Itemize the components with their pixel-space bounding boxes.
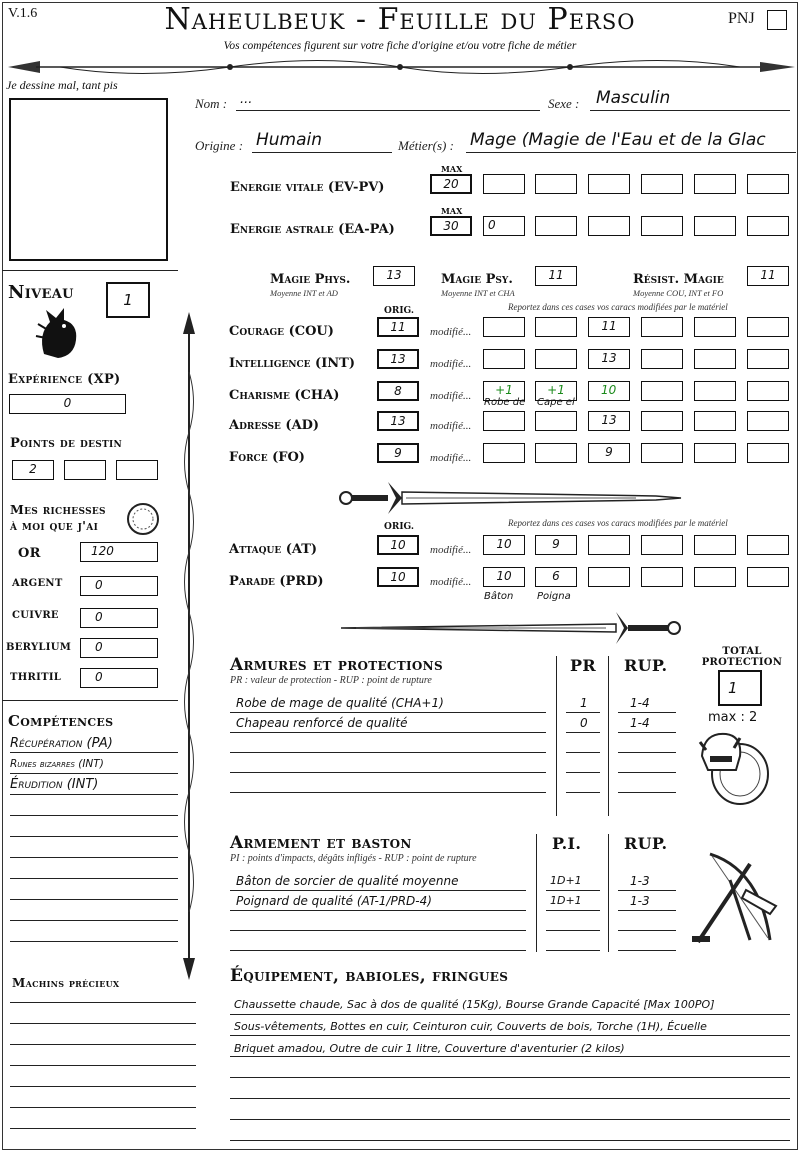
ad-mod-6[interactable]: [747, 411, 789, 431]
competence-line[interactable]: [10, 794, 178, 795]
competence-line[interactable]: [10, 920, 178, 921]
competence-line[interactable]: [10, 857, 178, 858]
cha-final-value: 10: [601, 383, 617, 397]
armure-pr-line[interactable]: [566, 712, 600, 713]
cou-orig-box[interactable]: [377, 317, 419, 337]
prd-mod-5[interactable]: [694, 567, 736, 587]
coin-icon: [126, 502, 160, 536]
equipement-line[interactable]: [230, 1098, 790, 1099]
sheet-subtitle: Vos compétences figurent sur votre fiche d'origine et/ou votre fiche de métier: [223, 40, 577, 52]
ea-box-3[interactable]: [588, 216, 630, 236]
at-mod-5[interactable]: [694, 535, 736, 555]
total-protection-box[interactable]: [718, 670, 762, 706]
niveau-label: Niveau: [8, 282, 74, 303]
stats-orig-label: ORIG.: [384, 306, 415, 316]
at-mod-2[interactable]: [535, 535, 577, 555]
armures-title: Armures et protections: [230, 655, 443, 675]
cha-modif-label: modifié...: [430, 390, 472, 402]
prd-modif-label: modifié...: [430, 576, 472, 588]
sword-icon: [336, 478, 686, 518]
resist-magie-box[interactable]: [747, 266, 789, 286]
fo-orig-box[interactable]: [377, 443, 419, 463]
competence-line[interactable]: [10, 773, 178, 774]
combat-orig-label: ORIG.: [384, 522, 415, 532]
nom-value[interactable]: ...: [240, 92, 253, 107]
ea-current-value: 0: [488, 218, 496, 232]
armure-item-2-pr[interactable]: 0: [580, 716, 588, 730]
destin-value: 2: [29, 462, 37, 476]
fo-orig-value: 9: [394, 446, 402, 460]
sexe-label: Sexe :: [548, 96, 580, 111]
prd-mod-2-value: 6: [552, 569, 560, 583]
arme-pi-line[interactable]: [546, 950, 600, 951]
competences-label: Compétences: [8, 712, 114, 730]
ea-label: Energie astrale (EA-PA): [230, 222, 395, 237]
left-divider: [2, 270, 178, 271]
ad-label: Adresse (AD): [229, 418, 320, 433]
max-protection-label: max : 2: [708, 710, 758, 725]
ad-mod-5[interactable]: [694, 411, 736, 431]
armure-name-line[interactable]: [230, 732, 546, 733]
machins-line[interactable]: [10, 1065, 196, 1066]
armure-rup-line[interactable]: [618, 732, 676, 733]
prd-label: Parade (PRD): [229, 574, 324, 589]
equipement-line-2[interactable]: Sous-vêtements, Bottes en cuir, Ceinturon cuir, Couverts de bois, Torche (1H), Écuelle: [234, 1020, 707, 1033]
int-mod-3[interactable]: [588, 349, 630, 369]
armure-item-2-name[interactable]: Chapeau renforcé de qualité: [236, 716, 408, 730]
fo-mod-6[interactable]: [747, 443, 789, 463]
ea-box-1[interactable]: [483, 216, 525, 236]
cou-mod-1[interactable]: [483, 317, 525, 337]
equipement-line[interactable]: [230, 1119, 790, 1120]
armures-note: PR : valeur de protection - RUP : point de rupture: [230, 675, 432, 686]
sheet-title: Naheulbeuk - Feuille du Perso: [164, 2, 636, 37]
int-final-value: 13: [601, 351, 617, 365]
cuivre-value: 0: [95, 610, 103, 624]
cha-mod-4[interactable]: [641, 381, 683, 401]
metier-label: Métier(s) :: [398, 138, 454, 153]
machins-line[interactable]: [10, 1044, 196, 1045]
fo-mod-1[interactable]: [483, 443, 525, 463]
ea-box-4[interactable]: [641, 216, 683, 236]
cha-orig-box[interactable]: [377, 381, 419, 401]
arme-rup-line[interactable]: [618, 930, 676, 931]
armure-name-line[interactable]: [230, 792, 546, 793]
ad-mod-3[interactable]: [588, 411, 630, 431]
equipement-title: Équipement, babioles, fringues: [230, 966, 509, 986]
niveau-value: 1: [123, 291, 133, 309]
nom-label: Nom :: [195, 96, 228, 111]
ev-max-label: MAX: [441, 164, 463, 174]
or-label: OR: [18, 546, 41, 561]
armure-item-1-name[interactable]: Robe de mage de qualité (CHA+1): [236, 696, 444, 710]
berylium-label: BERYLIUM: [6, 642, 72, 653]
competence-line[interactable]: [10, 878, 178, 879]
armures-sep-2: [608, 656, 609, 816]
resist-magie-note: Moyenne COU, INT et FO: [633, 288, 724, 298]
equipement-line[interactable]: [230, 1035, 790, 1036]
arme-item-1-pi[interactable]: 1D+1: [550, 874, 582, 887]
ea-max-label: MAX: [441, 206, 463, 216]
cou-label: Courage (COU): [229, 324, 334, 339]
combat-report-note: Reportez dans ces cases vos caracs modifiées par le matériel: [508, 518, 728, 528]
armure-pr-line[interactable]: [566, 772, 600, 773]
at-orig-box[interactable]: [377, 535, 419, 555]
version-label: V.1.6: [8, 6, 38, 21]
ad-mod-1[interactable]: [483, 411, 525, 431]
fo-mod-4[interactable]: [641, 443, 683, 463]
prd-mod-4[interactable]: [641, 567, 683, 587]
fo-final-value: 9: [605, 445, 613, 459]
cou-final-value: 11: [601, 319, 617, 333]
int-mod-2[interactable]: [535, 349, 577, 369]
magie-psy-value: 11: [548, 268, 564, 282]
ev-box-5[interactable]: [694, 174, 736, 194]
int-mod-1[interactable]: [483, 349, 525, 369]
richesses-label-2: à moi que j'ai: [10, 518, 99, 533]
ad-orig-value: 13: [390, 414, 406, 428]
helmet-shield-icon: [696, 726, 776, 810]
thritil-label: THRITIL: [10, 672, 62, 683]
banner-spear-icon: [0, 54, 800, 80]
machins-line[interactable]: [10, 1086, 196, 1087]
armure-name-line[interactable]: [230, 712, 546, 713]
destin-box-2[interactable]: [64, 460, 106, 480]
armure-rup-line[interactable]: [618, 752, 676, 753]
cha-mod-1-value: +1: [495, 383, 513, 397]
competence-line[interactable]: [10, 899, 178, 900]
cha-mod-6[interactable]: [747, 381, 789, 401]
spear-icon: [176, 312, 202, 980]
prd-mod-1-value: 10: [496, 569, 512, 583]
armement-title: Armement et baston: [230, 833, 412, 853]
prd-mod-3[interactable]: [588, 567, 630, 587]
arme-item-1-rup[interactable]: 1-3: [630, 874, 650, 888]
arme-name-line[interactable]: [230, 930, 526, 931]
ea-box-2[interactable]: [535, 216, 577, 236]
at-mod-3[interactable]: [588, 535, 630, 555]
armures-col-pr: PR: [570, 656, 596, 675]
origine-label: Origine :: [195, 138, 244, 153]
arme-pi-line[interactable]: [546, 930, 600, 931]
sword-2-icon: [336, 608, 686, 648]
armure-item-1-rup[interactable]: 1-4: [630, 696, 650, 710]
magie-phys-box[interactable]: [373, 266, 415, 286]
resist-magie-value: 11: [760, 268, 776, 282]
destin-box-1[interactable]: [12, 460, 54, 480]
berylium-value: 0: [95, 640, 103, 654]
argent-value: 0: [95, 578, 103, 592]
ev-box-1[interactable]: [483, 174, 525, 194]
armement-note: PI : points d'impacts, dégâts infligés - RUP : point de rupture: [230, 853, 477, 864]
metier-line: [466, 152, 796, 153]
prd-mod-2[interactable]: [535, 567, 577, 587]
cou-mod-3[interactable]: [588, 317, 630, 337]
fo-mod-3[interactable]: [588, 443, 630, 463]
cha-note-2: Cape el: [537, 397, 575, 408]
cha-label: Charisme (CHA): [229, 388, 340, 403]
arme-rup-line[interactable]: [618, 950, 676, 951]
at-mod-2-value: 9: [552, 537, 560, 551]
ea-box-6[interactable]: [747, 216, 789, 236]
cou-mod-5[interactable]: [694, 317, 736, 337]
arme-item-2-name[interactable]: Poignard de qualité (AT-1/PRD-4): [236, 894, 432, 908]
int-orig-value: 13: [390, 352, 406, 366]
ev-box-6[interactable]: [747, 174, 789, 194]
equipement-line-1[interactable]: Chaussette chaude, Sac à dos de qualité (15Kg), Bourse Grande Capacité [Max 100PO]: [234, 998, 715, 1011]
prd-orig-value: 10: [390, 570, 406, 584]
arme-name-line[interactable]: [230, 890, 526, 891]
destin-label: Points de destin: [10, 436, 123, 451]
armures-sep-1: [556, 656, 557, 816]
armure-rup-line[interactable]: [618, 792, 676, 793]
ev-max-box[interactable]: [430, 174, 472, 194]
or-value: 120: [91, 544, 114, 558]
cou-orig-value: 11: [390, 320, 406, 334]
at-mod-4[interactable]: [641, 535, 683, 555]
armure-name-line[interactable]: [230, 752, 546, 753]
at-orig-value: 10: [390, 538, 406, 552]
machins-line[interactable]: [10, 1128, 196, 1129]
int-label: Intelligence (INT): [229, 356, 355, 371]
magie-psy-label: Magie Psy.: [441, 272, 513, 287]
machins-line[interactable]: [10, 1002, 196, 1003]
xp-value: 0: [63, 396, 72, 410]
arme-pi-line[interactable]: [546, 890, 600, 891]
resist-magie-label: Résist. Magie: [633, 272, 724, 287]
fo-label: Force (FO): [229, 450, 305, 465]
armures-col-rup: RUP.: [624, 656, 668, 675]
portrait-caption: Je dessine mal, tant pis: [6, 78, 118, 92]
equipement-line-3[interactable]: Briquet amadou, Outre de cuir 1 litre, Couverture d'aventurier (2 kilos): [234, 1042, 625, 1055]
cou-modif-label: modifié...: [430, 326, 472, 338]
pnj-checkbox[interactable]: [767, 10, 787, 30]
int-mod-4[interactable]: [641, 349, 683, 369]
nom-line: [236, 110, 540, 111]
berylium-box[interactable]: [80, 638, 158, 658]
machins-line[interactable]: [10, 1107, 196, 1108]
armement-col-rup: RUP.: [624, 834, 668, 853]
ev-box-4[interactable]: [641, 174, 683, 194]
dragon-icon: [34, 304, 84, 362]
armement-sep-1: [536, 834, 537, 952]
armure-item-1-pr[interactable]: 1: [580, 696, 588, 710]
cuivre-label: CUIVRE: [12, 610, 59, 621]
magie-psy-note: Moyenne INT et CHA: [441, 288, 515, 298]
cha-mod-3[interactable]: [588, 381, 630, 401]
total-protection-label-1: TOTAL: [722, 646, 762, 657]
ad-modif-label: modifié...: [430, 420, 472, 432]
arme-pi-line[interactable]: [546, 910, 600, 911]
cou-mod-2[interactable]: [535, 317, 577, 337]
equipement-line[interactable]: [230, 1056, 790, 1057]
ea-max-value: 30: [443, 219, 459, 233]
int-orig-box[interactable]: [377, 349, 419, 369]
thritil-value: 0: [95, 670, 103, 684]
competence-item-2[interactable]: Runes bizarres (INT): [10, 758, 104, 770]
fo-mod-5[interactable]: [694, 443, 736, 463]
cuivre-box[interactable]: [80, 608, 158, 628]
ad-orig-box[interactable]: [377, 411, 419, 431]
at-mod-1[interactable]: [483, 535, 525, 555]
armure-pr-line[interactable]: [566, 752, 600, 753]
arme-rup-line[interactable]: [618, 890, 676, 891]
competence-item-1[interactable]: Récupération (PA): [10, 736, 113, 751]
left-divider-2: [2, 700, 178, 701]
int-modif-label: modifié...: [430, 358, 472, 370]
at-label: Attaque (AT): [229, 542, 318, 557]
niveau-box[interactable]: [106, 282, 150, 318]
armement-col-pi: P.I.: [552, 834, 582, 853]
magie-psy-box[interactable]: [535, 266, 577, 286]
armure-item-2-rup[interactable]: 1-4: [630, 716, 650, 730]
ad-final-value: 13: [601, 413, 617, 427]
competence-line[interactable]: [10, 836, 178, 837]
armure-rup-line[interactable]: [618, 712, 676, 713]
ea-box-5[interactable]: [694, 216, 736, 236]
magie-phys-label: Magie Phys.: [270, 272, 351, 287]
equipement-line[interactable]: [230, 1077, 790, 1078]
int-mod-5[interactable]: [694, 349, 736, 369]
argent-box[interactable]: [80, 576, 158, 596]
weapons-icon: [690, 850, 784, 950]
prd-mod-1[interactable]: [483, 567, 525, 587]
armure-pr-line[interactable]: [566, 732, 600, 733]
competence-line[interactable]: [10, 815, 178, 816]
ev-box-3[interactable]: [588, 174, 630, 194]
magie-phys-value: 13: [386, 268, 402, 282]
metier-value[interactable]: Mage (Magie de l'Eau et de la Glac: [470, 130, 766, 150]
arme-item-2-pi[interactable]: 1D+1: [550, 894, 582, 907]
arme-rup-line[interactable]: [618, 910, 676, 911]
fo-mod-2[interactable]: [535, 443, 577, 463]
xp-label: Expérience (XP): [8, 372, 121, 387]
competence-line[interactable]: [10, 941, 178, 942]
xp-box[interactable]: [9, 394, 126, 414]
total-protection-label-2: PROTECTION: [701, 657, 783, 668]
at-mod-1-value: 10: [496, 537, 512, 551]
ad-mod-2[interactable]: [535, 411, 577, 431]
ad-mod-4[interactable]: [641, 411, 683, 431]
portrait-box[interactable]: [9, 98, 168, 261]
ev-box-2[interactable]: [535, 174, 577, 194]
or-box[interactable]: [80, 542, 158, 562]
richesses-label-1: Mes richesses: [10, 502, 106, 517]
arme-item-2-rup[interactable]: 1-3: [630, 894, 650, 908]
pnj-label: PNJ: [728, 10, 755, 27]
argent-label: ARGENT: [12, 578, 63, 589]
arme-name-line[interactable]: [230, 910, 526, 911]
total-protection-value: 1: [728, 679, 738, 697]
sexe-value[interactable]: Masculin: [596, 88, 671, 108]
origine-value[interactable]: Humain: [256, 130, 323, 150]
stats-report-note: Reportez dans ces cases vos caracs modifiées par le matériel: [508, 302, 728, 312]
ea-max-box[interactable]: [430, 216, 472, 236]
competence-line[interactable]: [10, 752, 178, 753]
equipement-line[interactable]: [230, 1014, 790, 1015]
cou-mod-4[interactable]: [641, 317, 683, 337]
machins-line[interactable]: [10, 1023, 196, 1024]
sexe-line: [590, 110, 790, 111]
cou-mod-6[interactable]: [747, 317, 789, 337]
competence-item-3[interactable]: Érudition (INT): [10, 777, 99, 792]
destin-box-3[interactable]: [116, 460, 158, 480]
ev-max-value: 20: [443, 177, 459, 191]
machins-label: Machins précieux: [12, 976, 120, 990]
cha-mod-5[interactable]: [694, 381, 736, 401]
at-modif-label: modifié...: [430, 544, 472, 556]
armure-rup-line[interactable]: [618, 772, 676, 773]
fo-modif-label: modifié...: [430, 452, 472, 464]
thritil-box[interactable]: [80, 668, 158, 688]
origine-line: [252, 152, 392, 153]
cha-mod-2-value: +1: [547, 383, 565, 397]
armement-sep-2: [608, 834, 609, 952]
cha-orig-value: 8: [394, 384, 402, 398]
combat-note-2: Poigna: [537, 591, 571, 602]
armure-pr-line[interactable]: [566, 792, 600, 793]
equipement-line[interactable]: [230, 1140, 790, 1141]
arme-name-line[interactable]: [230, 950, 526, 951]
combat-note-1: Bâton: [484, 591, 514, 602]
arme-item-1-name[interactable]: Bâton de sorcier de qualité moyenne: [236, 874, 459, 888]
ev-label: Energie vitale (EV-PV): [230, 180, 385, 195]
prd-orig-box[interactable]: [377, 567, 419, 587]
int-mod-6[interactable]: [747, 349, 789, 369]
magie-phys-note: Moyenne INT et AD: [270, 288, 338, 298]
at-mod-6[interactable]: [747, 535, 789, 555]
cha-note-1: Robe de: [484, 397, 526, 408]
armure-name-line[interactable]: [230, 772, 546, 773]
prd-mod-6[interactable]: [747, 567, 789, 587]
